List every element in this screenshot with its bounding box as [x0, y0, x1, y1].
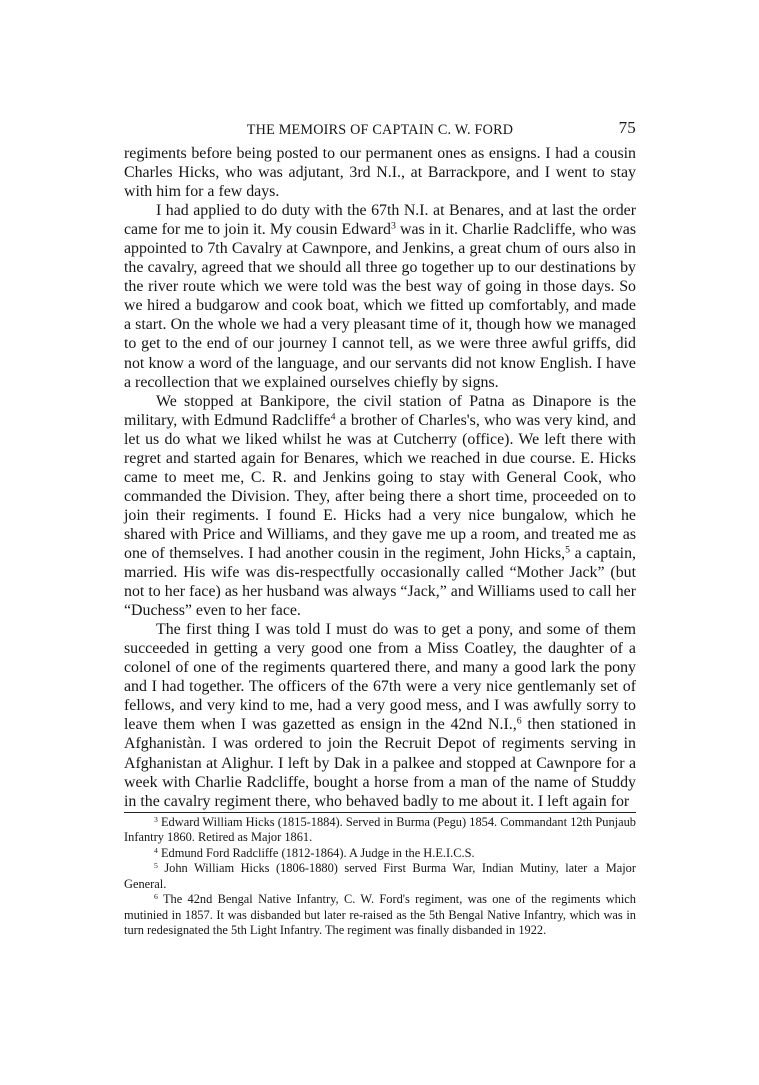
footnote-text: John William Hicks (1806-1880) served First Burma War, Indian Mutiny, later a Major General. [124, 861, 636, 891]
footnote-number: 6 [154, 891, 158, 901]
text-run: was in it. Charlie Radcliffe, who was appointed to 7th Cavalry at Cawnpore, and Jenkins, a great chum of ours also in the cavalry, agreed that we should all three go together up to our destinations by the river route which we were told was the best way of going in those days. So we hired a budgarow and cook boat, which we fitted up comfortably, and made a start. On the whole we had a very pleasant time of it, though how we managed to get to the end of our journey I cannot tell, as we were three awful griffs, did not know a word of the language, and our servants did not know English. I have a recollection that we explained ourselves chiefly by signs. [124, 221, 637, 391]
footnote-text: Edward William Hicks (1815-1884). Served in Burma (Pegu) 1854. Commandant 12th Punjaub Infantry 1860. Retired as Major 1861. [124, 814, 636, 845]
footnote [124, 815, 636, 846]
footnote [124, 846, 636, 862]
page-header [124, 118, 636, 144]
footnote-ref: 4 [330, 411, 336, 423]
footnote-ref: 6 [516, 715, 522, 727]
text-run: then stationed in Afghanistàn. I was ordered to join the Recruit Depot of regiments serving in Afghanistan at Alighur. I left by Dak in a palkee and stopped at Cawnpore for a week with Charlie Radcliffe, bought a horse from a man of the name of Studdy in the cavalry regiment there, who behaved badly to me about it. I left again for [124, 716, 636, 810]
text-run: a brother of Charles's, who was very kind, and let us do what we liked whilst he was at Cutcherry (office). We left there with regret and started again for Benares, which we reached in due course. E. Hicks came to meet me, C. R. and Jenkins going to stay with General Cook, who commanded the Division. They, after being there a short time, proceeded on to join their regiments. I found E. Hicks had a very nice bungalow, which he shared with Price and Williams, and they gave me up a room, and treated me as one of themselves. I had another cousin in the regiment, John Hicks, [124, 411, 636, 562]
footnote-ref: 5 [565, 544, 571, 556]
footnotes [124, 812, 636, 939]
paragraph: regiments before being posted to our permanent ones as ensigns. I had a cousin Charles Hicks, who was adjutant, 3rd N.I., at Barrackpore, and I went to stay with him for a few days. [124, 145, 636, 201]
text-run: The first thing I was told I must do was to get a pony, and some of them succeeded in getting a very good one from a Miss Coatley, the daughter of a colonel of one of the regiments quartered there, and many a good lark the pony and I had together. The officers of the 67th were a very nice gentlemanly set of fellows, and very kind to me, had a very good mess, and I was awfully sorry to leave them when I was gazetted as ensign in the 42nd N.I., [124, 621, 636, 734]
text-run: I had applied to do duty with the 67th N.I. at Benares, and at last the order came for me to join it. My cousin Edward [124, 202, 636, 239]
page-number: 75 [618, 118, 636, 137]
footnote-number: 3 [154, 814, 158, 824]
paragraph [124, 620, 636, 810]
book-page [124, 118, 636, 939]
text-run: We stopped at Bankipore, the civil station of Patna as Dinapore is the military, with Edmund Radcliffe [124, 392, 636, 429]
running-head: THE MEMOIRS OF CAPTAIN C. W. FORD [246, 122, 514, 138]
footnote [124, 861, 636, 892]
footnote-number: 5 [154, 860, 158, 870]
text-run: a captain, married. His wife was dis-respectfully occasionally called “Mother Jack” (but not to her face) as her husband was always “Jack,” and Williams used to call her “Duchess” even to her face. [124, 544, 636, 620]
footnote-text: The 42nd Bengal Native Infantry, C. W. Ford's regiment, was one of the regiments which mutinied in 1857. It was disbanded but later re-raised as the 5th Bengal Native Infantry, which was in turn redesignated the 5th Light Infantry. The regiment was finally disbanded in 1922. [124, 892, 637, 938]
paragraph [124, 392, 636, 621]
footnote-number: 4 [154, 845, 158, 855]
paragraph [124, 201, 636, 391]
footnote-text: Edmund Ford Radcliffe (1812-1864). A Judge in the H.E.I.C.S. [160, 845, 475, 860]
footnote-ref: 3 [390, 220, 396, 232]
footnote [124, 892, 636, 939]
body-text [124, 144, 636, 811]
